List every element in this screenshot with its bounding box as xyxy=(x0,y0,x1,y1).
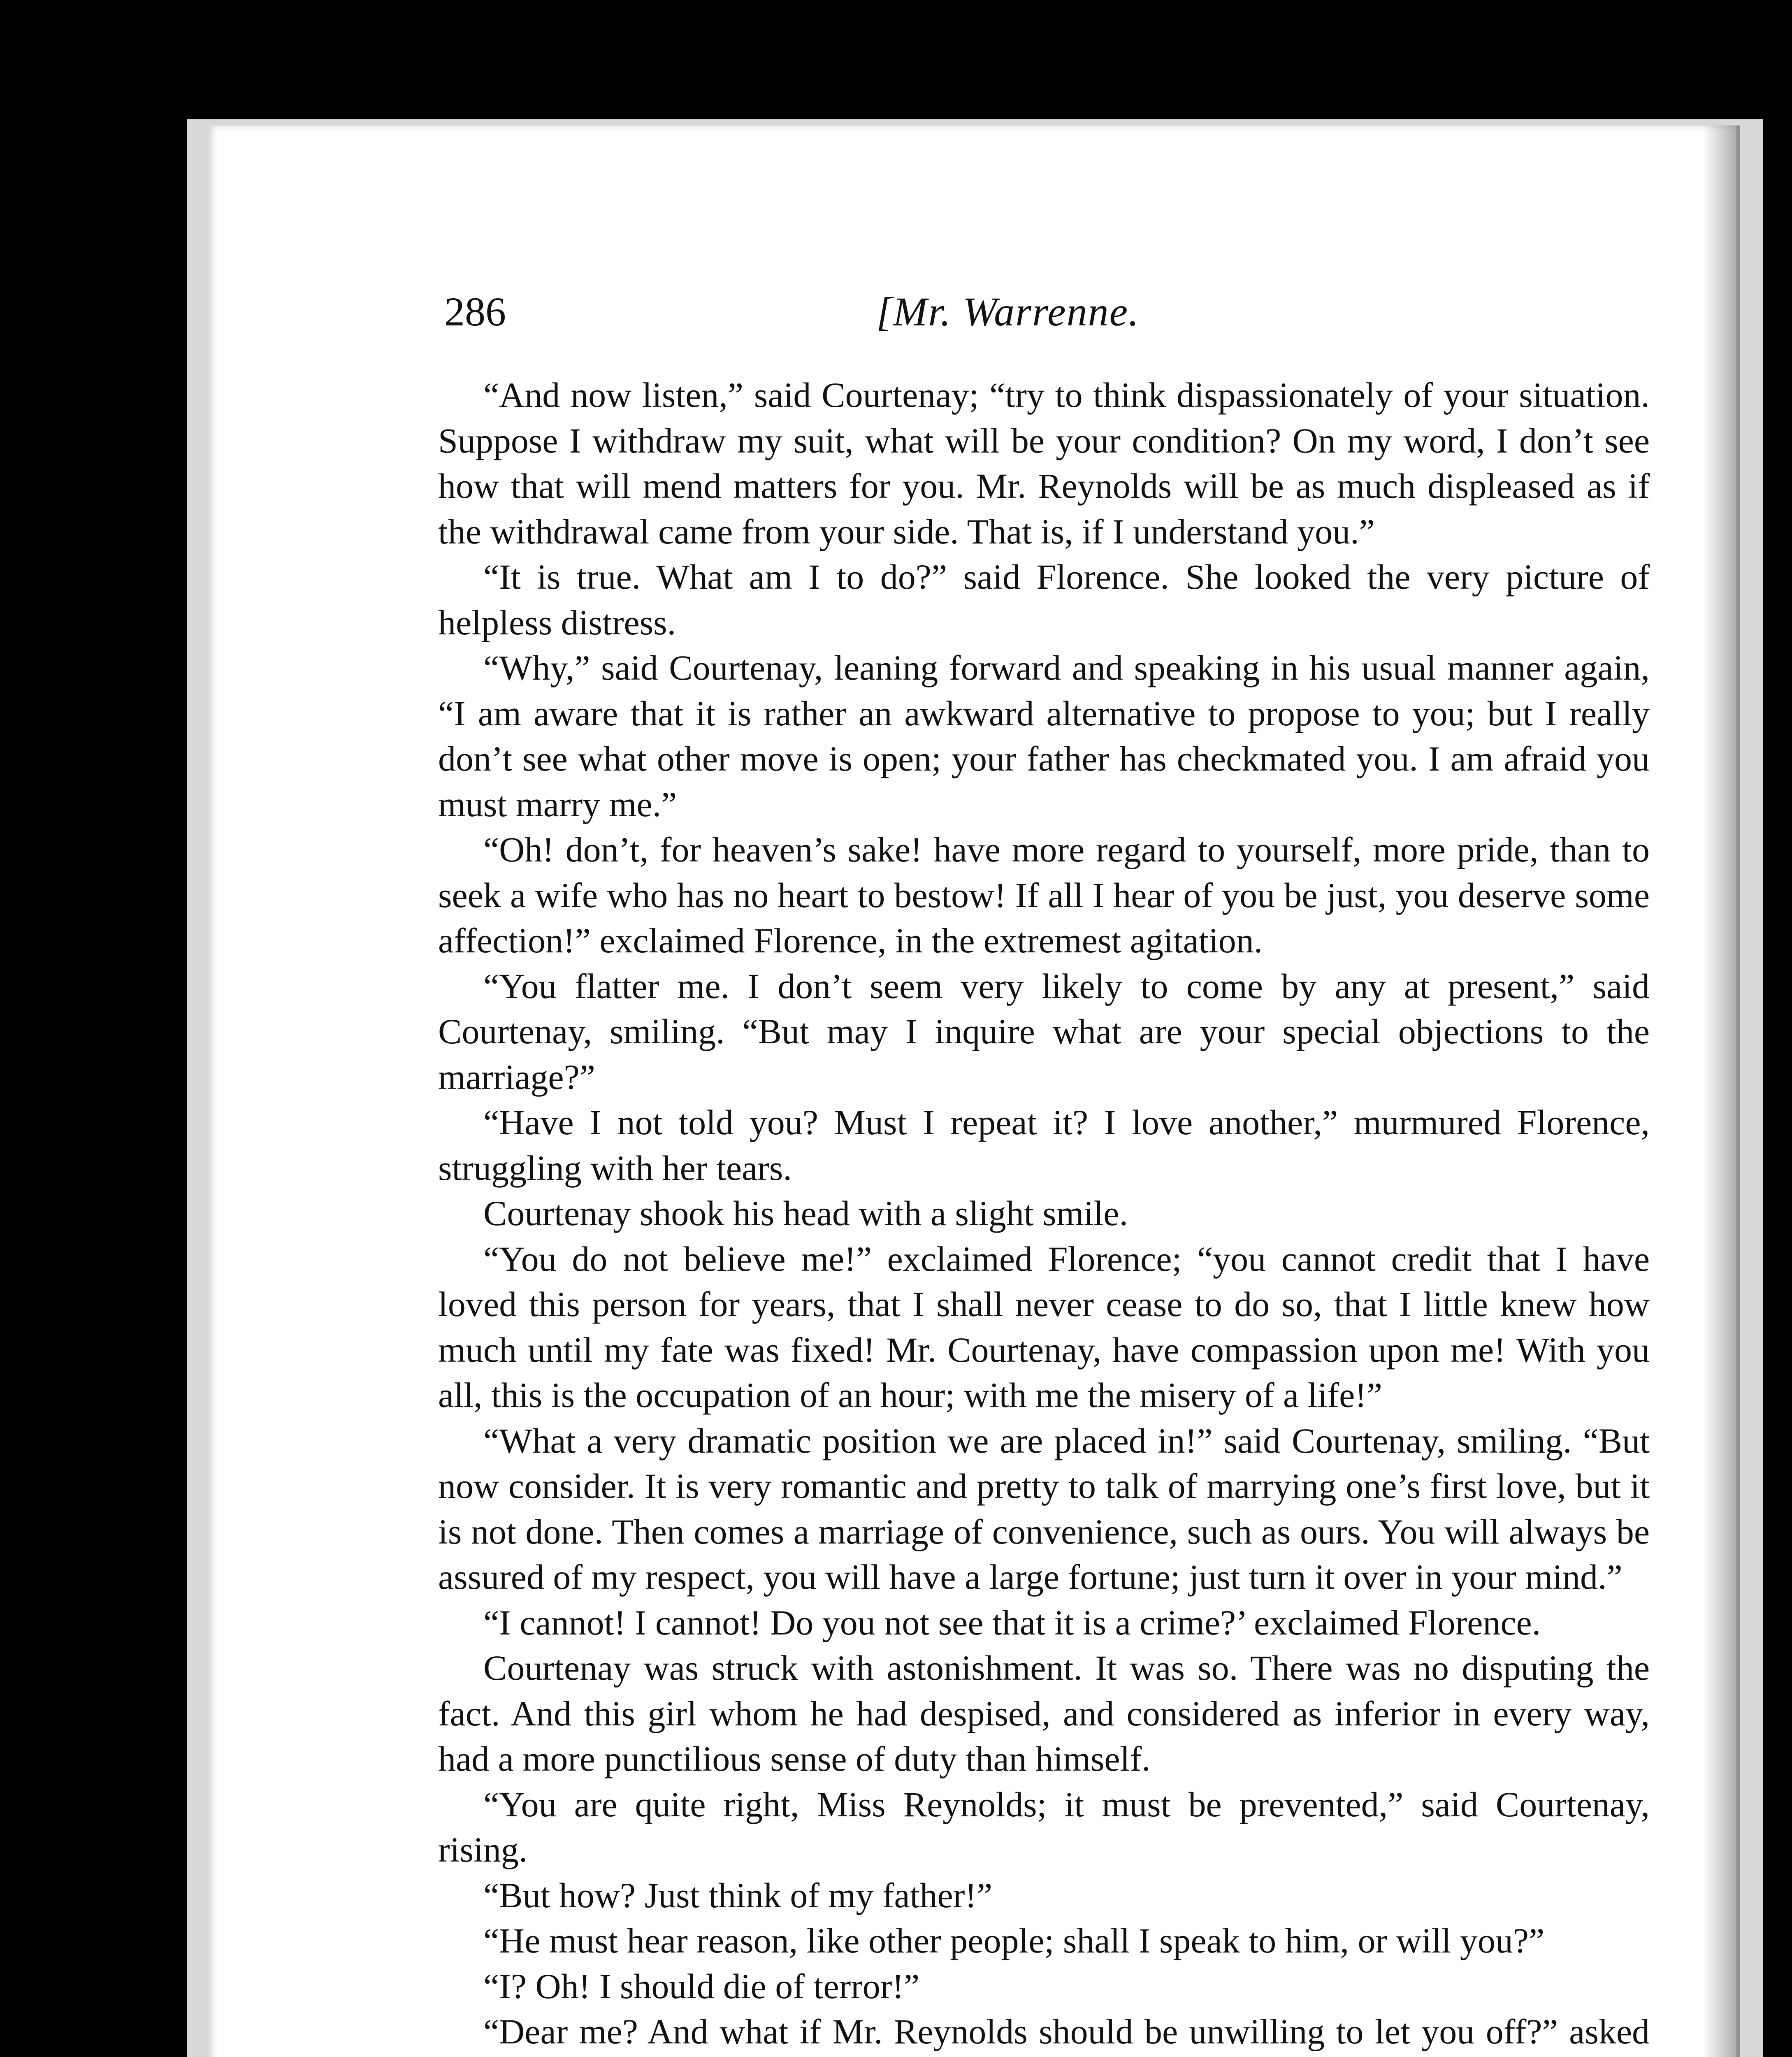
running-title: [Mr. Warrenne. xyxy=(876,289,1140,334)
paragraph: “You do not believe me!” exclaimed Florence; “you cannot credit that I have loved this person for years, that I shall never cease to do so, that I little knew how much until my fate was fixed! Mr. Courtenay, have compassion upon me! With you all, this is the occupation of an hour; with me the misery of a life!” xyxy=(438,1239,1650,1415)
paragraph: “Dear me? And what if Mr. Reynolds should be unwilling to let you off?” asked xyxy=(483,2012,1650,2051)
paragraph: “But how? Just think of my father!” xyxy=(483,1875,993,1915)
paragraph: “It is true. What am I to do?” said Florence. She looked the very picture of helpless distress. xyxy=(438,557,1650,642)
paragraph: “You flatter me. I don’t seem very likely to come by any at present,” said Courtenay, smiling. “But may I inquire what are your special objections to the marriage?” xyxy=(438,966,1650,1097)
paragraph: “He must hear reason, like other people; shall I speak to him, or will you?” xyxy=(483,1921,1545,1960)
paragraph: “I cannot! I cannot! Do you not see that it is a crime?’ exclaimed Florence. xyxy=(483,1602,1541,1642)
paragraph: “What a very dramatic position we are placed in!” said Courtenay, smiling. “But now consider. It is very romantic and pretty to talk of marrying one’s first love, but it is not done. Then comes a marriage of convenience, such as ours. You will always be assured of my respect, you will have a large fortune; just turn it over in your mind.” xyxy=(438,1421,1650,1597)
paragraph: “Oh! don’t, for heaven’s sake! have more regard to yourself, more pride, than to seek a wife who has no heart to bestow! If all I hear of you be just, you deserve some affection!” exclaimed Florence, in the extremest agitation. xyxy=(438,830,1650,960)
text-body xyxy=(438,372,1650,2057)
gutter-shadow xyxy=(1703,125,1740,2057)
page-number: 286 xyxy=(444,289,506,334)
paragraph: “Why,” said Courtenay, leaning forward and speaking in his usual manner again, “I am aware that it is rather an awkward alternative to propose to you; but I really don’t see what other move is open; your father has checkmated you. I am afraid you must marry me.” xyxy=(438,648,1650,824)
paragraph: “You are quite right, Miss Reynolds; it must be prevented,” said Courtenay, rising. xyxy=(438,1784,1650,1869)
paragraph: Courtenay was struck with astonishment. It was so. There was no disputing the fact. And this girl whom he had despised, and considered as inferior in every way, had a more punctilious sense of duty than himself. xyxy=(438,1648,1650,1778)
paragraph: “And now listen,” said Courtenay; “try to think dispassionately of your situation. Suppose I withdraw my suit, what will be your condition? On my word, I don’t see how that will mend matters for you. Mr. Reynolds will be as much displeased as if the withdrawal came from your side. That is, if I understand you.” xyxy=(438,375,1650,551)
paragraph: “I? Oh! I should die of terror!” xyxy=(483,1966,920,2006)
paragraph: Courtenay shook his head with a slight smile. xyxy=(483,1193,1128,1233)
running-head xyxy=(444,288,1662,346)
paragraph: “Have I not told you? Must I repeat it? I love another,” murmured Florence, struggling with her tears. xyxy=(438,1103,1650,1188)
